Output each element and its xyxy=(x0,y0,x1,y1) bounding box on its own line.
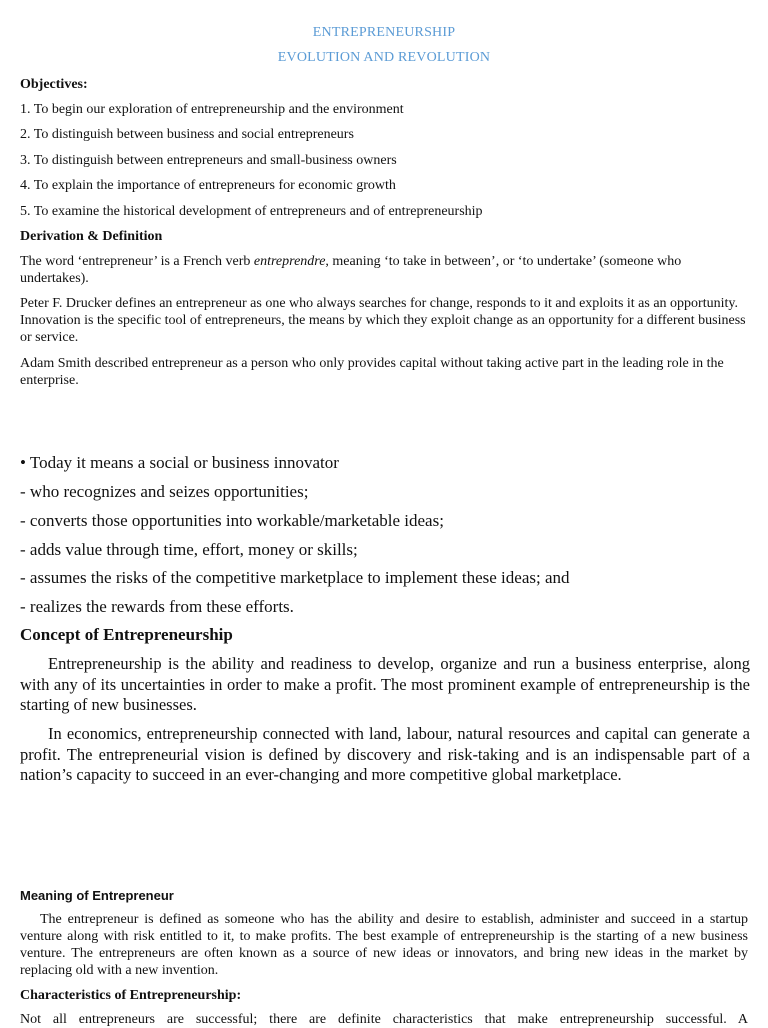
today-item: - realizes the rewards from these efforts. xyxy=(20,597,294,616)
objective-item: 1. To begin our exploration of entrepreneurship and the environment xyxy=(20,102,404,117)
today-lead: • Today it means a social or business innovator xyxy=(20,453,339,472)
concept-paragraph-1 xyxy=(20,654,750,716)
derivation-text-before: The word ‘entrepreneur’ is a French verb xyxy=(20,254,254,269)
concept-p2-text: In economics, entrepreneurship connected with land, labour, natural resources and capital can generate a profit. The entrepreneurial vision is defined by discovery and risk-taking and is an indispensable part of a nation’s capacity to succeed in an ever-changing and more competitive global marketplace. xyxy=(20,724,750,784)
derivation-text-after: , meaning ‘to take in between’, or ‘to undertake’ (someone who undertakes). xyxy=(20,254,682,286)
today-item: - who recognizes and seizes opportunities; xyxy=(20,482,309,501)
title-line-2: EVOLUTION AND REVOLUTION xyxy=(277,50,491,65)
today-item: - converts those opportunities into workable/marketable ideas; xyxy=(20,511,444,530)
title-line-1: ENTREPRENEURSHIP xyxy=(312,25,456,40)
concept-heading: Concept of Entrepreneurship xyxy=(20,625,233,644)
concept-p1-text: Entrepreneurship is the ability and readiness to develop, organize and run a business enterprise, along with any of its uncertainties in order to make a profit. The most prominent example of entrepreneurship is the starting of new businesses. xyxy=(20,654,750,714)
concept-paragraph-2 xyxy=(20,724,750,786)
objective-item: 4. To explain the importance of entrepreneurs for economic growth xyxy=(20,178,396,193)
objectives-heading: Objectives: xyxy=(20,77,88,92)
today-item: - adds value through time, effort, money or skills; xyxy=(20,540,358,559)
objective-item: 5. To examine the historical development of entrepreneurs and of entrepreneurship xyxy=(20,204,483,219)
meaning-paragraph xyxy=(20,911,748,979)
objective-item: 2. To distinguish between business and social entrepreneurs xyxy=(20,127,354,142)
adam-smith-paragraph: Adam Smith described entrepreneur as a person who only provides capital without taking active part in the leading role in the enterprise. xyxy=(20,356,724,388)
derivation-french-verb: entreprendre xyxy=(253,254,326,269)
characteristics-paragraph: Not all entrepreneurs are successful; there are definite characteristics that make entrepreneurship successful. A xyxy=(20,1012,748,1027)
objective-item: 3. To distinguish between entrepreneurs and small-business owners xyxy=(20,153,397,168)
derivation-heading: Derivation & Definition xyxy=(20,229,163,244)
characteristics-heading: Characteristics of Entrepreneurship: xyxy=(20,988,242,1003)
derivation-paragraph-1 xyxy=(20,253,748,287)
meaning-p1-text: The entrepreneur is defined as someone who has the ability and desire to establish, administer and succeed in a startup venture along with risk entitled to it, to make profits. The best example of entrepreneurship is the starting of a new business venture. The entrepreneurs are often known as a source of new ideas or innovators, and bring new ideas in the market by replacing old with a new invention. xyxy=(20,912,748,978)
meaning-heading: Meaning of Entrepreneur xyxy=(20,888,174,903)
drucker-paragraph: Peter F. Drucker defines an entrepreneur as one who always searches for change, responds to it and exploits it as an opportunity. Innovation is the specific tool of entrepreneurs, the means by which they exploit change as an opportunity for a different business or service. xyxy=(20,296,746,345)
today-item: - assumes the risks of the competitive marketplace to implement these ideas; and xyxy=(20,568,570,587)
